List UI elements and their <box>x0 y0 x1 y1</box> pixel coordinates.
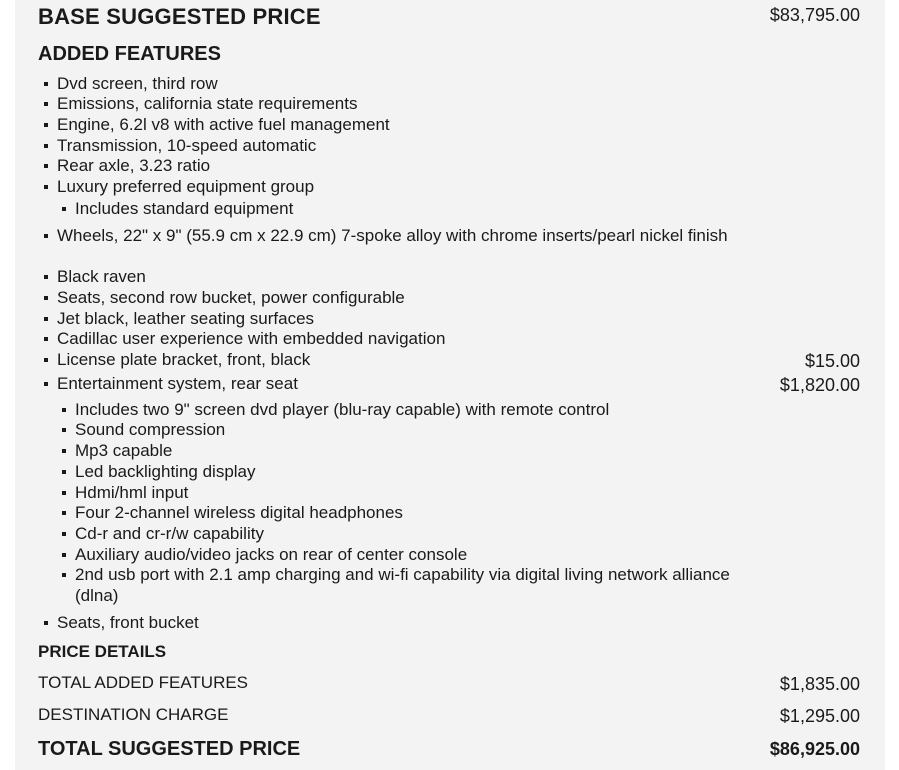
bullet-icon <box>44 123 48 127</box>
license-bracket-price: $15.00 <box>804 351 860 371</box>
bullet-icon <box>44 358 48 362</box>
sub-list-item: Mp3 capable <box>75 441 172 462</box>
list-item: Rear axle, 3.23 ratio <box>57 156 210 177</box>
bullet-icon <box>62 207 66 211</box>
bullet-icon <box>62 408 66 412</box>
sub-list-item: Sound compression <box>75 420 225 441</box>
bullet-icon <box>62 491 66 495</box>
bullet-icon <box>62 511 66 515</box>
bullet-icon <box>44 164 48 168</box>
sub-list-item: Led backlighting display <box>75 462 256 483</box>
base-price-label: BASE SUGGESTED PRICE <box>38 4 321 29</box>
sub-list-item: Includes standard equipment <box>75 199 293 220</box>
bullet-icon <box>44 621 48 625</box>
bullet-icon <box>44 296 48 300</box>
total-added-features-value: $1,835.00 <box>779 674 860 694</box>
total-price-label: TOTAL SUGGESTED PRICE <box>38 738 301 760</box>
bullet-icon <box>44 82 48 86</box>
sub-list-item: 2nd usb port with 2.1 amp charging and wi-fi capability via digital living network alliance (dlna) <box>75 565 740 606</box>
bullet-icon <box>62 449 66 453</box>
bullet-icon <box>62 573 66 577</box>
bullet-icon <box>44 275 48 279</box>
list-item: Emissions, california state requirements <box>57 94 357 115</box>
bullet-icon <box>44 337 48 341</box>
bullet-icon <box>44 144 48 148</box>
sub-list-item: Auxiliary audio/video jacks on rear of center console <box>75 545 467 566</box>
bullet-icon <box>62 428 66 432</box>
sub-list-item: Hdmi/hml input <box>75 483 188 504</box>
list-item: License plate bracket, front, black <box>57 350 310 371</box>
list-item: Entertainment system, rear seat <box>57 374 298 395</box>
list-item: Cadillac user experience with embedded navigation <box>57 329 445 350</box>
bullet-icon <box>44 185 48 189</box>
list-item: Wheels, 22" x 9" (55.9 cm x 22.9 cm) 7-spoke alloy with chrome inserts/pearl nickel finish <box>57 226 747 247</box>
list-item: Dvd screen, third row <box>57 74 218 95</box>
entertainment-system-price: $1,820.00 <box>779 375 860 395</box>
bullet-icon <box>62 532 66 536</box>
price-details-heading: PRICE DETAILS <box>38 642 167 661</box>
sub-list-item: Cd-r and cr-r/w capability <box>75 524 264 545</box>
bullet-icon <box>44 317 48 321</box>
bullet-icon <box>44 234 48 238</box>
bullet-icon <box>62 553 66 557</box>
list-item: Engine, 6.2l v8 with active fuel management <box>57 115 390 136</box>
list-item: Transmission, 10-speed automatic <box>57 136 316 157</box>
list-item: Black raven <box>57 267 146 288</box>
added-features-heading: ADDED FEATURES <box>38 43 221 65</box>
list-item: Seats, second row bucket, power configurable <box>57 288 405 309</box>
bullet-icon <box>44 382 48 386</box>
list-item: Seats, front bucket <box>57 613 199 634</box>
total-added-features-label: TOTAL ADDED FEATURES <box>38 673 249 692</box>
destination-charge-value: $1,295.00 <box>779 706 860 726</box>
sub-list-item: Includes two 9" screen dvd player (blu-ray capable) with remote control <box>75 400 609 421</box>
destination-charge-label: DESTINATION CHARGE <box>38 705 229 724</box>
total-price-value: $86,925.00 <box>769 739 860 759</box>
list-item: Jet black, leather seating surfaces <box>57 309 314 330</box>
sub-list-item: Four 2-channel wireless digital headphones <box>75 503 403 524</box>
bullet-icon <box>62 470 66 474</box>
list-item: Luxury preferred equipment group <box>57 177 314 198</box>
base-price-value: $83,795.00 <box>769 5 860 25</box>
bullet-icon <box>44 102 48 106</box>
